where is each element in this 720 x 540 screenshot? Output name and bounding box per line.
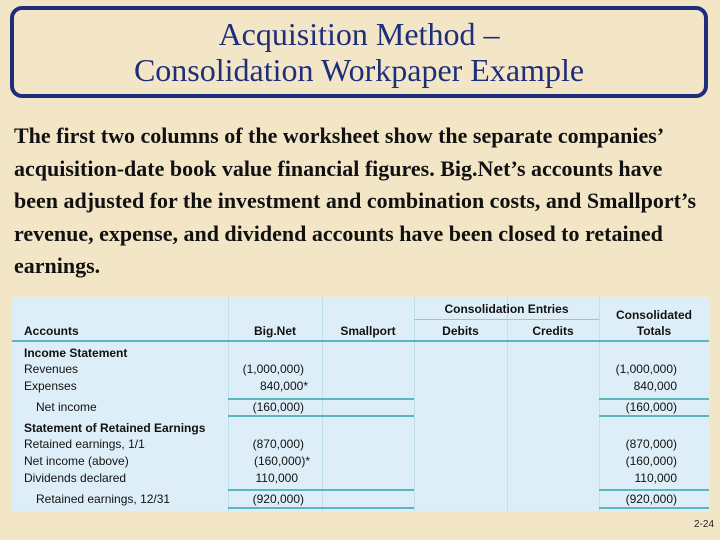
entries-header-rule xyxy=(414,319,599,320)
section-heading-retained-earnings: Statement of Retained Earnings xyxy=(24,421,206,435)
cell-bignet-dividends: 110,000 xyxy=(255,471,298,485)
cell-consolidated-net-income: (160,000) xyxy=(625,400,677,414)
header-consolidation-entries: Consolidation Entries xyxy=(444,302,569,316)
cell-bignet-expenses: 840,000* xyxy=(259,379,308,393)
header-consolidated: Consolidated xyxy=(615,308,692,322)
header-accounts: Accounts xyxy=(24,324,79,338)
header-smallport: Smallport xyxy=(340,324,396,338)
header-rule xyxy=(12,340,709,342)
cell-consolidated-dividends: 110,000 xyxy=(634,471,677,485)
row-label-re-beginning: Retained earnings, 1/1 xyxy=(24,437,145,451)
row-label-re-ending: Retained earnings, 12/31 xyxy=(36,492,171,506)
row-label-net-income: Net income xyxy=(36,400,97,414)
row-label-expenses: Expenses xyxy=(24,379,77,393)
cell-consolidated-revenues: (1,000,000) xyxy=(615,362,677,376)
cell-bignet-re-beginning: (870,000) xyxy=(252,437,304,451)
cell-bignet-revenues: (1,000,000) xyxy=(242,362,304,376)
header-credits: Credits xyxy=(532,324,574,338)
consolidation-worksheet xyxy=(12,297,709,511)
cell-bignet-re-ending: (920,000) xyxy=(252,492,304,506)
cell-consolidated-net-income-above: (160,000) xyxy=(625,454,677,468)
header-debits: Debits xyxy=(442,324,479,338)
slide-title-line2: Consolidation Workpaper Example xyxy=(133,52,585,88)
cell-bignet-net-income: (160,000) xyxy=(252,400,304,414)
row-label-dividends: Dividends declared xyxy=(24,471,127,485)
page-number: 2-24 xyxy=(693,519,714,530)
slide-title-line1: Acquisition Method – xyxy=(218,16,500,52)
cell-bignet-net-income-above: (160,000)* xyxy=(253,454,310,468)
slide-title xyxy=(10,6,708,98)
row-label-net-income-above: Net income (above) xyxy=(24,454,129,468)
cell-consolidated-re-ending: (920,000) xyxy=(625,492,677,506)
cell-consolidated-expenses: 840,000 xyxy=(633,379,677,393)
row-label-revenues: Revenues xyxy=(24,362,79,376)
header-totals: Totals xyxy=(636,324,672,338)
section-heading-income-statement: Income Statement xyxy=(24,346,128,360)
cell-consolidated-re-beginning: (870,000) xyxy=(625,437,677,451)
intro-paragraph: The first two columns of the worksheet show the separate companies’ acquisition-date book value financial figures. Big.Net’s accounts have been adjusted for the investment and combination costs, and Smallport’s revenue, expense, and dividend accounts have been closed to retained earnings. xyxy=(14,123,697,278)
header-bignet: Big.Net xyxy=(254,324,296,338)
